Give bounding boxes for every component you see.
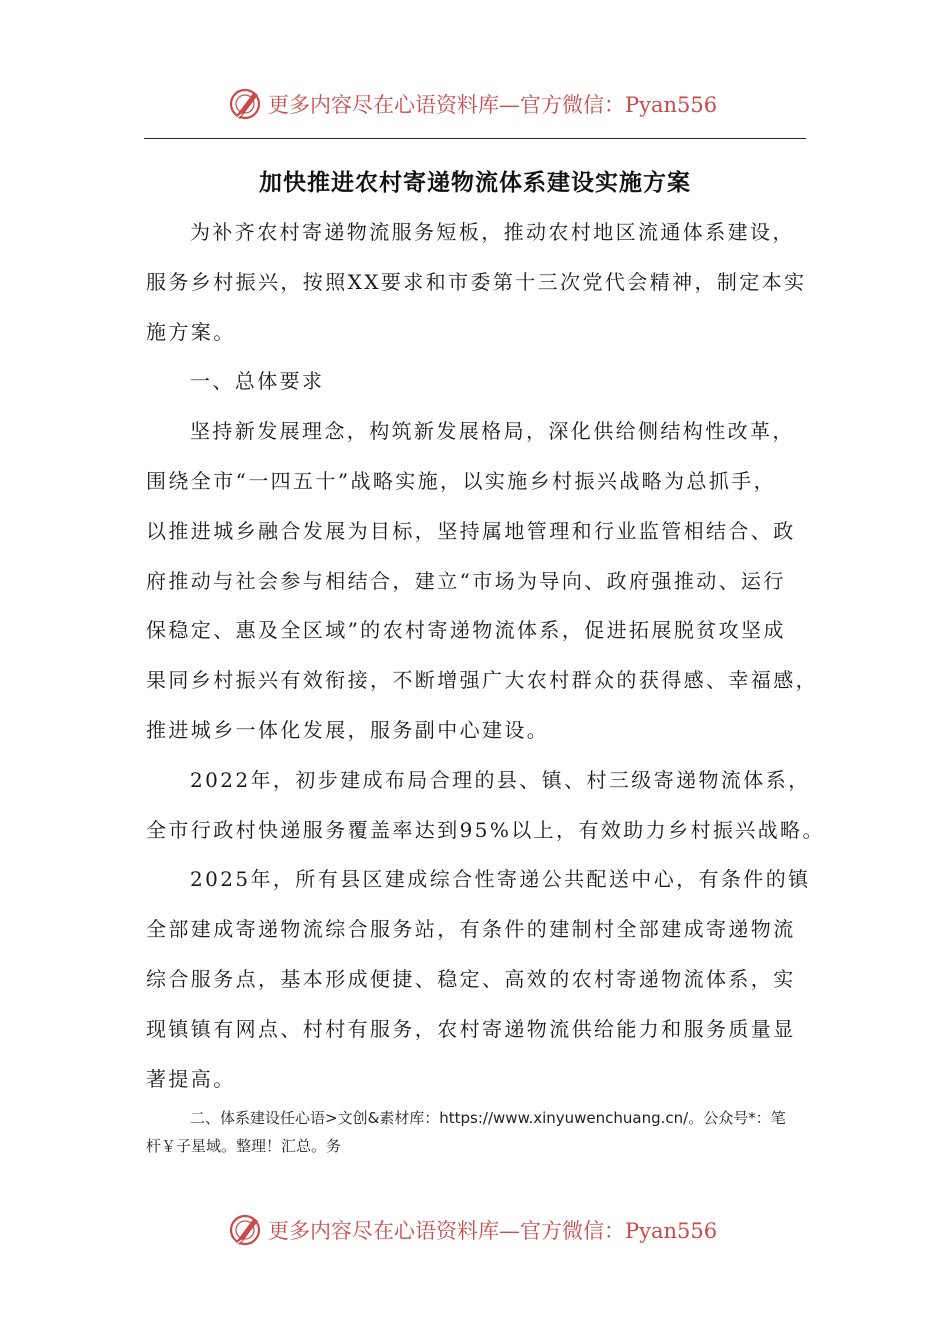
section-heading [146,357,826,407]
section1-paragraph [146,407,826,756]
pen-nib-logo-icon [228,1212,264,1248]
heading-text: 一、总体要求 [190,369,325,394]
text-line: 杆￥子星域。整理！汇总。务 [146,1137,342,1155]
header-divider [144,138,806,139]
pen-nib-logo-icon [228,86,264,122]
goal-2022-paragraph [146,756,826,856]
text-line: 围绕全市“一四五十”战略实施，以实施乡村振兴战略为总抓手， [146,468,777,493]
header-watermark [228,84,728,124]
intro-paragraph [146,208,826,357]
text-line: 2022年，初步建成布局合理的县、镇、村三级寄递物流体系， [190,767,811,792]
text-line: 推进城乡一体化发展，服务副中心建设。 [146,717,550,742]
text-line: 二、体系建设任心语>文创&素材库：https://www.xinyuwenchuang.cn/。公众号*：笔 [190,1109,786,1127]
text-line: 为补齐农村寄递物流服务短板，推动农村地区流通体系建设， [190,220,795,244]
text-line: 全市行政村快递服务覆盖率达到95%以上，有效助力乡村振兴战略。 [146,817,825,842]
text-line: 府推动与社会参与相结合，建立“市场为导向、政府强推动、运行 [146,568,786,593]
watermark-text: 更多内容尽在心语资料库—官方微信：Pyan556 [268,1219,718,1243]
document-body [146,208,826,1104]
text-line: 果同乡村振兴有效衔接，不断增强广大农村群众的获得感、幸福感， [146,668,818,693]
text-line: 2025年，所有县区建成综合性寄递公共配送中心，有条件的镇 [190,867,811,892]
text-line: 现镇镇有网点、村村有服务，农村寄递物流供给能力和服务质量显 [146,1016,796,1041]
text-line: 著提高。 [146,1066,236,1091]
goal-2025-paragraph [146,855,826,1104]
text-line: 保稳定、惠及全区域”的农村寄递物流体系，促进拓展脱贫攻坚成 [146,618,786,643]
footer-watermark [228,1210,728,1250]
document-title: 加快推进农村寄递物流体系建设实施方案 [259,169,691,196]
text-line: 以推进城乡融合发展为目标，坚持属地管理和行业监管相结合、政 [146,518,796,543]
text-line: 施方案。 [146,319,236,344]
text-line: 全部建成寄递物流综合服务站，有条件的建制村全部建成寄递物流 [146,917,796,942]
text-line: 综合服务点，基本形成便捷、稳定、高效的农村寄递物流体系，实 [146,966,796,991]
text-line: 服务乡村振兴，按照XX要求和市委第十三次党代会精神，制定本实 [146,269,807,294]
section2-note [146,1104,826,1160]
text-line: 坚持新发展理念，构筑新发展格局，深化供给侧结构性改革， [190,419,795,444]
watermark-text: 更多内容尽在心语资料库—官方微信：Pyan556 [268,93,718,117]
